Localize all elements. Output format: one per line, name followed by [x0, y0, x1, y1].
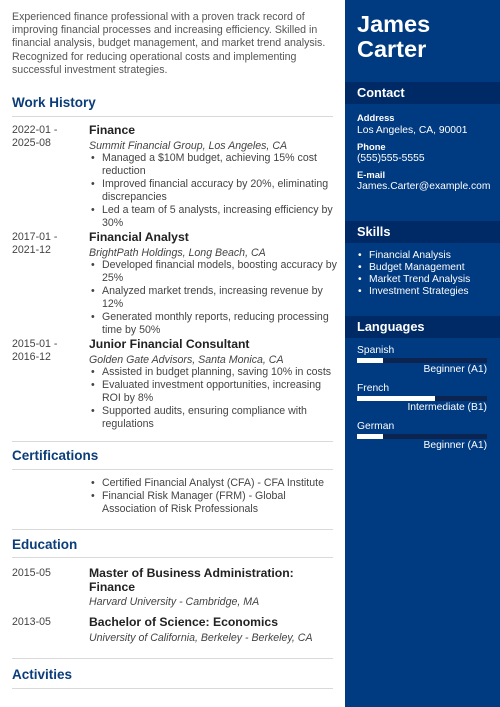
school-name: University of California, Berkeley - Berkeley, CA: [89, 632, 313, 644]
degree-title: Bachelor of Science: Economics: [89, 615, 278, 629]
address-value: Los Angeles, CA, 90001: [357, 125, 468, 136]
list-item: • Market Trend Analysis: [357, 274, 470, 286]
job-title: Financial Analyst: [89, 230, 189, 244]
phone-label: Phone: [357, 141, 386, 152]
list-item: • Improved financial accuracy by 20%, eliminating discrepancies: [89, 178, 339, 204]
skills-heading: Skills: [357, 224, 391, 239]
job-date: 2022-01 - 2025-08: [12, 124, 58, 150]
language-name: French: [357, 383, 390, 394]
list-item: • Certified Financial Analyst (CFA) - CFA Institute: [89, 477, 339, 490]
languages-heading: Languages: [357, 319, 425, 334]
language-level-bar: [357, 358, 487, 363]
candidate-name: James Carter: [357, 11, 431, 62]
section-divider: [12, 529, 333, 530]
address-label: Address: [357, 112, 395, 123]
section-divider: [12, 441, 333, 442]
languages-header: [345, 316, 500, 338]
activities-heading: Activities: [12, 667, 73, 682]
list-item: • Financial Analysis: [357, 250, 470, 262]
language-level-bar: [357, 396, 487, 401]
list-item: • Analyzed market trends, increasing revenue by 12%: [89, 285, 339, 311]
degree-title: Master of Business Administration: Finance: [89, 566, 294, 594]
job-company: Summit Financial Group, Los Angeles, CA: [89, 140, 288, 152]
list-item: • Assisted in budget planning, saving 10% in costs: [89, 366, 339, 379]
list-item: • Generated monthly reports, reducing processing time by 50%: [89, 311, 339, 337]
skills-list: [357, 250, 470, 298]
contact-heading: Contact: [357, 85, 405, 100]
skills-header: [345, 221, 500, 243]
section-divider: [12, 116, 333, 117]
section-divider: [12, 688, 333, 689]
contact-header: [345, 82, 500, 104]
phone-value: (555)555-5555: [357, 153, 425, 164]
language-level-bar: [357, 434, 487, 439]
certifications-heading: Certifications: [12, 448, 99, 463]
language-level: Intermediate (B1): [407, 402, 487, 413]
section-divider: [12, 469, 333, 470]
job-bullets: [89, 152, 339, 230]
language-name: Spanish: [357, 345, 395, 356]
list-item: • Budget Management: [357, 262, 470, 274]
email-value: James.Carter@example.com: [357, 181, 491, 192]
job-title: Junior Financial Consultant: [89, 337, 250, 351]
job-company: BrightPath Holdings, Long Beach, CA: [89, 247, 266, 259]
job-date: 2015-01 - 2016-12: [12, 338, 58, 364]
professional-summary: Experienced finance professional with a proven track record of improving financial processes and increasing efficiency. Skilled in financial analysis, budget management, and market trend analysis. Recognized for reducing operational costs and implementing successful investment strategies.: [12, 11, 326, 76]
language-name: German: [357, 421, 395, 432]
language-level-fill: [357, 396, 435, 401]
job-bullets: [89, 366, 339, 431]
job-date: 2017-01 - 2021-12: [12, 231, 58, 257]
job-title: Finance: [89, 123, 136, 137]
list-item: • Investment Strategies: [357, 286, 470, 298]
list-item: • Managed a $10M budget, achieving 15% cost reduction: [89, 152, 339, 178]
education-date: 2013-05: [12, 616, 51, 628]
language-level: Beginner (A1): [423, 364, 487, 375]
language-level-fill: [357, 358, 383, 363]
job-company: Golden Gate Advisors, Santa Monica, CA: [89, 354, 284, 366]
list-item: • Evaluated investment opportunities, increasing ROI by 8%: [89, 379, 339, 405]
language-level-fill: [357, 434, 383, 439]
section-divider: [12, 557, 333, 558]
school-name: Harvard University - Cambridge, MA: [89, 596, 260, 608]
sidebar: [345, 0, 500, 707]
section-divider: [12, 658, 333, 659]
language-level: Beginner (A1): [423, 440, 487, 451]
certification-list: [89, 477, 339, 516]
list-item: • Led a team of 5 analysts, increasing efficiency by 30%: [89, 204, 339, 230]
list-item: • Financial Risk Manager (FRM) - Global Association of Risk Professionals: [89, 490, 339, 516]
work-history-heading: Work History: [12, 95, 96, 110]
education-heading: Education: [12, 537, 78, 552]
list-item: • Supported audits, ensuring compliance with regulations: [89, 405, 339, 431]
email-label: E-mail: [357, 169, 386, 180]
job-bullets: [89, 259, 339, 337]
list-item: • Developed financial models, boosting accuracy by 25%: [89, 259, 339, 285]
education-date: 2015-05: [12, 567, 51, 579]
